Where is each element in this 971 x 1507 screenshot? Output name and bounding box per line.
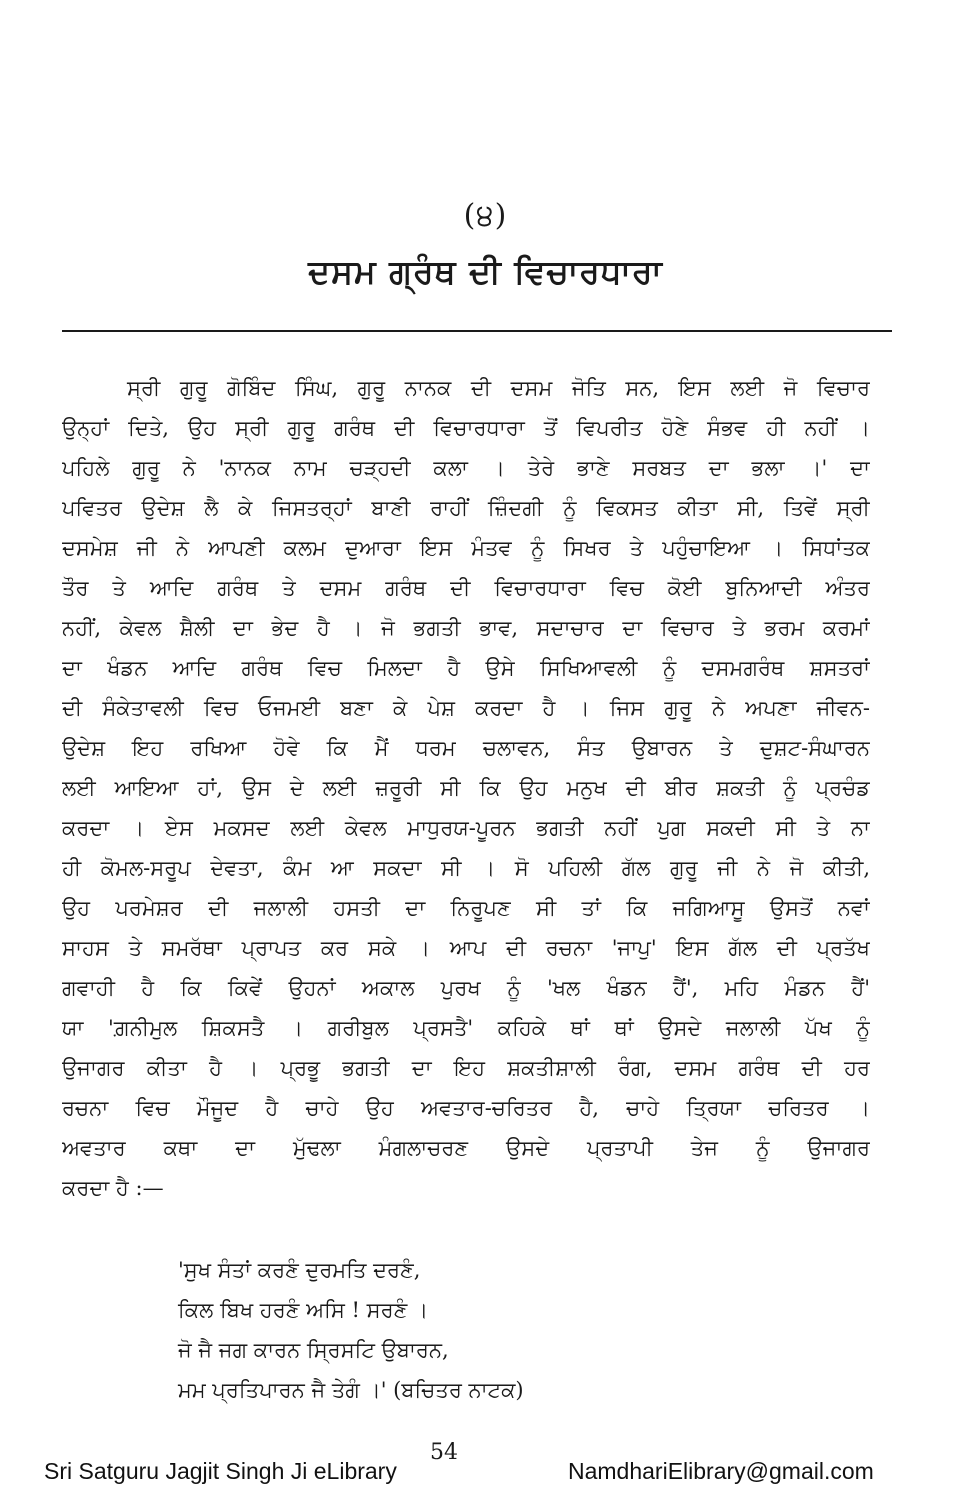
- chapter-number: (੪): [463, 198, 508, 233]
- text-line: ਨਹੀਂ, ਕੇਵਲ ਸ਼ੈਲੀ ਦਾ ਭੇਦ ਹੈ । ਜੋ ਭਗਤੀ ਭਾਵ, ਸਦਾਚਾਰ ਦਾ ਵਿਚਾਰ ਤੇ ਭਰਮ ਕਰਮਾਂ: [62, 616, 870, 640]
- text-line: ਰਚਨਾ ਵਿਚ ਮੌਜੂਦ ਹੈ ਚਾਹੇ ਉਹ ਅਵਤਾਰ-ਚਰਿਤਰ ਹੈ, ਚਾਹੇ ਤ੍ਰਿਯਾ ਚਰਿਤਰ ।: [62, 1096, 870, 1120]
- text-line: ਤੌਰ ਤੇ ਆਦਿ ਗਰੰਥ ਤੇ ਦਸਮ ਗਰੰਥ ਦੀ ਵਿਚਾਰਧਾਰਾ ਵਿਚ ਕੋਈ ਬੁਨਿਆਦੀ ਅੰਤਰ: [62, 576, 870, 600]
- page-number: 54: [430, 1440, 458, 1465]
- text-line: ਸਾਹਸ ਤੇ ਸਮਰੱਥਾ ਪ੍ਰਾਪਤ ਕਰ ਸਕੇ । ਆਪ ਦੀ ਰਚਨਾ 'ਜਾਪੁ' ਇਸ ਗੱਲ ਦੀ ਪ੍ਰਤੱਖ: [62, 936, 870, 960]
- body-paragraph: [62, 368, 870, 1208]
- verse-line: 'ਸੁਖ ਸੰਤਾਂ ਕਰਣੰ ਦੁਰਮਤਿ ਦਰਣੰ,: [178, 1258, 421, 1282]
- chapter-title: ਦਸਮ ਗ੍ਰੰਥ ਦੀ ਵਿਚਾਰਧਾਰਾ: [308, 252, 663, 291]
- verse-line: ਜੋ ਜੈ ਜਗ ਕਾਰਨ ਸ੍ਰਿਸਟਿ ਉਬਾਰਨ,: [178, 1338, 449, 1362]
- verse-line: ਕਿਲ ਬਿਖ ਹਰਣੰ ਅਸਿ ! ਸਰਣੰ ।: [178, 1298, 429, 1322]
- text-line: ਪਹਿਲੇ ਗੁਰੂ ਨੇ 'ਨਾਨਕ ਨਾਮ ਚੜ੍ਹਦੀ ਕਲਾ । ਤੇਰੇ ਭਾਣੇ ਸਰਬਤ ਦਾ ਭਲਾ ।' ਦਾ: [62, 456, 870, 480]
- text-line: ਲਈ ਆਇਆ ਹਾਂ, ਉਸ ਦੇ ਲਈ ਜ਼ਰੂਰੀ ਸੀ ਕਿ ਉਹ ਮਨੁਖ ਦੀ ਬੀਰ ਸ਼ਕਤੀ ਨੂੰ ਪ੍ਰਚੰਡ: [62, 776, 870, 800]
- title-divider: [62, 330, 892, 332]
- text-line: ਕਰਦਾ । ਏਸ ਮਕਸਦ ਲਈ ਕੇਵਲ ਮਾਧੁਰਯ-ਪੂਰਨ ਭਗਤੀ ਨਹੀਂ ਪੁਗ ਸਕਦੀ ਸੀ ਤੇ ਨਾ: [62, 816, 870, 840]
- text-line: ਪਵਿਤਰ ਉਦੇਸ਼ ਲੈ ਕੇ ਜਿਸਤਰ੍ਹਾਂ ਬਾਣੀ ਰਾਹੀਂ ਜ਼ਿੰਦਗੀ ਨੂੰ ਵਿਕਸਤ ਕੀਤਾ ਸੀ, ਤਿਵੇਂ ਸ੍ਰੀ: [62, 496, 870, 520]
- verse-quote: [178, 1250, 738, 1410]
- text-line: ਦਾ ਖੰਡਨ ਆਦਿ ਗਰੰਥ ਵਿਚ ਮਿਲਦਾ ਹੈ ਉਸੇ ਸਿਖਿਆਵਲੀ ਨੂੰ ਦਸਮਗਰੰਥ ਸ਼ਸਤਰਾਂ: [62, 656, 870, 680]
- footer-email: NamdhariElibrary@gmail.com: [568, 1458, 874, 1484]
- text-line: ਦਸਮੇਸ਼ ਜੀ ਨੇ ਆਪਣੀ ਕਲਮ ਦੁਆਰਾ ਇਸ ਮੰਤਵ ਨੂੰ ਸਿਖਰ ਤੇ ਪਹੁੰਚਾਇਆ । ਸਿਧਾਂਤਕ: [62, 536, 870, 560]
- text-line: ਕਰਦਾ ਹੈ :—: [62, 1176, 164, 1200]
- text-line: ਯਾ 'ਗ਼ਨੀਮੁਲ ਸ਼ਿਕਸਤੈ । ਗਰੀਬੁਲ ਪ੍ਰਸਤੈ' ਕਹਿਕੇ ਥਾਂ ਥਾਂ ਉਸਦੇ ਜਲਾਲੀ ਪੱਖ ਨੂੰ: [62, 1016, 870, 1040]
- text-line: ਅਵਤਾਰ ਕਥਾ ਦਾ ਮੁੱਢਲਾ ਮੰਗਲਾਚਰਣ ਉਸਦੇ ਪ੍ਰਤਾਪੀ ਤੇਜ ਨੂੰ ਉਜਾਗਰ: [62, 1136, 870, 1160]
- text-line: ਉਹ ਪਰਮੇਸ਼ਰ ਦੀ ਜਲਾਲੀ ਹਸਤੀ ਦਾ ਨਿਰੂਪਣ ਸੀ ਤਾਂ ਕਿ ਜਗਿਆਸੂ ਉਸਤੋਂ ਨਵਾਂ: [62, 896, 870, 920]
- text-line: ਗਵਾਹੀ ਹੈ ਕਿ ਕਿਵੇਂ ਉਹਨਾਂ ਅਕਾਲ ਪੁਰਖ ਨੂੰ 'ਖਲ ਖੰਡਨ ਹੈਂ', ਮਹਿ ਮੰਡਨ ਹੈਂ': [62, 976, 870, 1000]
- text-line: ਸ੍ਰੀ ਗੁਰੂ ਗੋਬਿੰਦ ਸਿੰਘ, ਗੁਰੂ ਨਾਨਕ ਦੀ ਦਸਮ ਜੋਤਿ ਸਨ, ਇਸ ਲਈ ਜੋ ਵਿਚਾਰ: [127, 376, 870, 400]
- text-line: ਉਦੇਸ਼ ਇਹ ਰਖਿਆ ਹੋਵੇ ਕਿ ਮੈਂ ਧਰਮ ਚਲਾਵਨ, ਸੰਤ ਉਬਾਰਨ ਤੇ ਦੁਸ਼ਟ-ਸੰਘਾਰਨ: [62, 736, 870, 760]
- text-line: ਦੀ ਸੰਕੇਤਾਵਲੀ ਵਿਚ ਓਜਮਈ ਬਣਾ ਕੇ ਪੇਸ਼ ਕਰਦਾ ਹੈ । ਜਿਸ ਗੁਰੂ ਨੇ ਅਪਣਾ ਜੀਵਨ-: [62, 696, 870, 720]
- verse-line: ਮਮ ਪ੍ਰਤਿਪਾਰਨ ਜੈ ਤੇਗੰ ।' (ਬਚਿਤਰ ਨਾਟਕ): [178, 1378, 524, 1402]
- text-line: ਉਨ੍ਹਾਂ ਦਿਤੇ, ਉਹ ਸ੍ਰੀ ਗੁਰੂ ਗਰੰਥ ਦੀ ਵਿਚਾਰਧਾਰਾ ਤੋਂ ਵਿਪਰੀਤ ਹੋਣੇ ਸੰਭਵ ਹੀ ਨਹੀਂ ।: [62, 416, 870, 440]
- text-line: ਉਜਾਗਰ ਕੀਤਾ ਹੈ । ਪ੍ਰਭੂ ਭਗਤੀ ਦਾ ਇਹ ਸ਼ਕਤੀਸ਼ਾਲੀ ਰੰਗ, ਦਸਮ ਗਰੰਥ ਦੀ ਹਰ: [62, 1056, 870, 1080]
- text-line: ਹੀ ਕੋਮਲ-ਸਰੂਪ ਦੇਵਤਾ, ਕੰਮ ਆ ਸਕਦਾ ਸੀ । ਸੋ ਪਹਿਲੀ ਗੱਲ ਗੁਰੂ ਜੀ ਨੇ ਜੋ ਕੀਤੀ,: [62, 856, 870, 880]
- footer-library-name: Sri Satguru Jagjit Singh Ji eLibrary: [44, 1458, 397, 1484]
